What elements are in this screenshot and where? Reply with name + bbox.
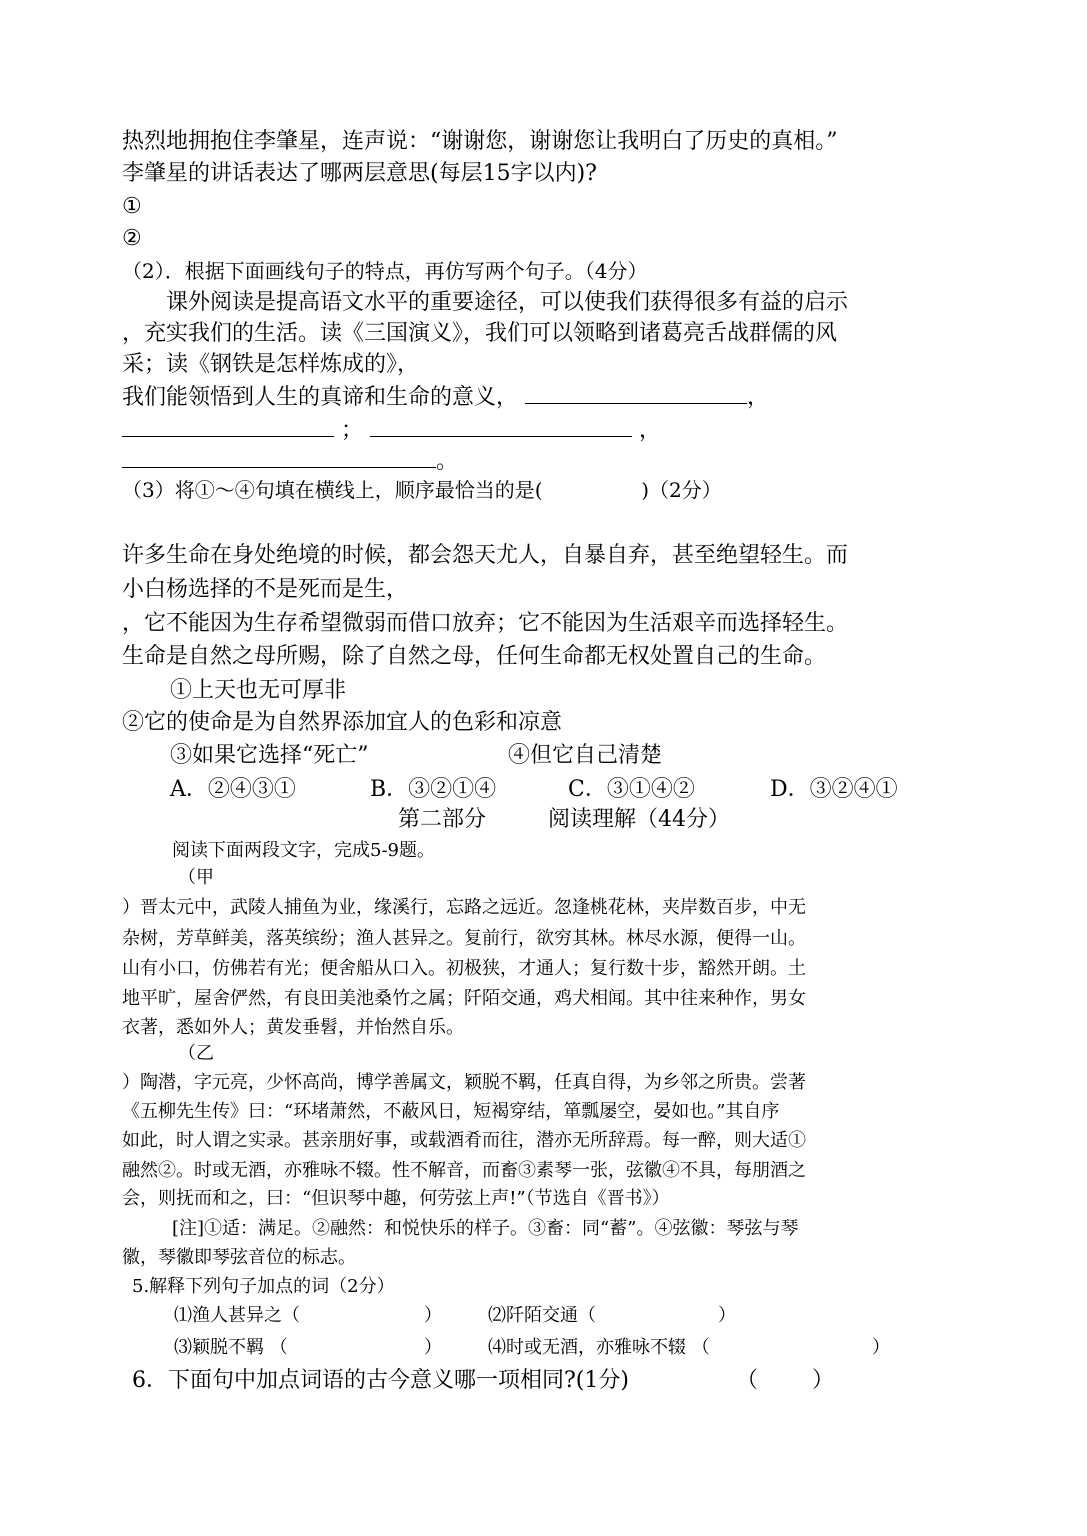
q5-item-3: ⑶颖脱不羁 （ — [174, 1337, 288, 1358]
passage-yi-label: （乙 — [178, 1043, 214, 1064]
q5-item-2-close: ） — [718, 1305, 736, 1326]
q2-title: （2）．根据下面画线句子的特点，再仿写两个句子。（4分） — [122, 259, 648, 283]
q3-title-end: )（2分） — [641, 478, 722, 502]
passage-yi-line-1: ）陶潜，字元亮，少怀高尚，博学善属文，颖脱不羁，任真自得，为乡邻之所贵。尝著 — [122, 1072, 806, 1093]
q3-option-b[interactable]: B．③②①④ — [370, 777, 497, 802]
q5-item-1-close: ） — [424, 1305, 442, 1326]
q2-para-1: 课外阅读是提高语文水平的重要途径，可以使我们获得很多有益的启示 — [166, 290, 849, 315]
q3-para-1: 许多生命在身处绝境的时候，都会怨天尤人，自暴自弃，甚至绝望轻生。而 — [122, 543, 849, 568]
q3-option-d[interactable]: D．③②④① — [770, 777, 898, 802]
q5-item-4-close: ） — [872, 1337, 890, 1358]
q3-para-4: 生命是自然之母所赐，除了自然之母，任何生命都无权处置自己的生命。 — [122, 644, 827, 669]
passage-yi-note-1: [注]①适：满足。②融然：和悦快乐的样子。③畜：同“蓄”。④弦徽：琴弦与琴 — [172, 1218, 799, 1239]
q1-answer-2: ② — [122, 226, 142, 251]
part2-heading-a: 第二部分 — [398, 807, 487, 832]
q2-para-2: ，充实我们的生活。读《三国演义》，我们可以领略到诸葛亮舌战群儒的风 — [122, 321, 838, 346]
passage-jia-line-2: 杂树，芳草鲜美，落英缤纷；渔人甚异之。复前行，欲穷其林。林尽水源，便得一山。 — [122, 928, 806, 949]
q2-para-4-text: 我们能领悟到人生的真谛和生命的意义， — [122, 385, 519, 410]
q2-final-row — [122, 449, 458, 473]
q3-sentence-2: ②它的使命是为自然界添加宜人的色彩和凉意 — [122, 710, 563, 735]
q3-para-2: 小白杨选择的不是死而是生， — [122, 577, 409, 602]
passage-yi-line-2: 《五柳先生传》曰：“环堵萧然，不蔽风日，短褐穿结，箪瓢屡空，晏如也。”其自序 — [122, 1101, 780, 1122]
q2-comma-2: ， — [639, 418, 662, 443]
q5-item-2: ⑵阡陌交通（ — [488, 1305, 596, 1326]
q3-sentence-3: ③如果它选择“死亡” — [170, 743, 369, 768]
q5-item-4: ⑷时或无酒，亦雅咏不辍 （ — [488, 1337, 710, 1358]
q1-line2: 李肇星的讲话表达了哪两层意思(每层15字以内)? — [122, 161, 597, 186]
part2-intro: 阅读下面两段文字，完成5-9题。 — [172, 840, 435, 861]
q3-option-a[interactable]: A．②④③① — [170, 777, 296, 802]
passage-yi-line-5: 会，则抚而和之，曰：“但识琴中趣，何劳弦上声!”（节选自《晋书》） — [122, 1188, 670, 1209]
q3-sentence-1: ①上天也无可厚非 — [170, 678, 347, 703]
q5-item-1: ⑴渔人甚异之（ — [174, 1305, 300, 1326]
q6-paren-open: （ — [736, 1368, 759, 1393]
q2-semicolon: ； — [341, 418, 364, 443]
q2-blank-2[interactable] — [122, 418, 334, 437]
q6-title: 6．下面句中加点词语的古今意义哪一项相同?(1分) — [132, 1368, 629, 1393]
q6-paren-close: ） — [812, 1368, 835, 1393]
q5-item-3-close: ） — [424, 1337, 442, 1358]
passage-yi-line-4: 融然②。时或无酒，亦雅咏不辍。性不解音，而畜③素琴一张，弦徽④不具，每朋酒之 — [122, 1160, 806, 1181]
q2-blank-4[interactable] — [122, 449, 436, 468]
part2-heading-b: 阅读理解（44分） — [548, 807, 730, 832]
q5-title: 5.解释下列句子加点的词（2分） — [132, 1276, 395, 1297]
passage-yi-note-2: 徽，琴徽即琴弦音位的标志。 — [122, 1247, 356, 1268]
q2-para-4 — [122, 385, 769, 409]
q3-sentence-4: ④但它自己清楚 — [508, 743, 663, 768]
q3-title-text: （3）将①～④句填在横线上，顺序最恰当的是( — [122, 478, 543, 502]
passage-jia-line-1: ）晋太元中，武陵人捕鱼为业，缘溪行，忘路之远近。忽逢桃花林，夹岸数百步，中无 — [122, 897, 806, 918]
passage-jia-line-3: 山有小口，仿佛若有光；便舍船从口入。初极狭，才通人；复行数十步，豁然开朗。土 — [122, 958, 806, 979]
passage-jia-label: （甲 — [178, 867, 214, 888]
q2-blank-3[interactable] — [370, 418, 632, 437]
q2-blank-1[interactable] — [525, 385, 747, 404]
q3-para-3: ，它不能因为生存希望微弱而借口放弃；它不能因为生活艰辛而选择轻生。 — [122, 611, 849, 636]
q2-comma: ， — [747, 385, 770, 410]
q2-blank-row — [122, 418, 661, 442]
q1-answer-1: ① — [122, 194, 142, 219]
q3-title — [122, 480, 722, 500]
q2-period: 。 — [436, 449, 459, 474]
passage-jia-line-4: 地平旷，屋舍俨然，有良田美池桑竹之属；阡陌交通，鸡犬相闻。其中往来种作，男女 — [122, 988, 806, 1009]
passage-jia-line-5: 衣著，悉如外人；黄发垂髫，并怡然自乐。 — [122, 1017, 464, 1038]
q2-para-3: 采；读《钢铁是怎样炼成的》， — [122, 352, 420, 377]
passage-yi-line-3: 如此，时人谓之实录。甚亲朋好事，或载酒肴而往，潜亦无所辞焉。每一醉，则大适① — [122, 1130, 806, 1151]
q3-option-c[interactable]: C．③①④② — [568, 777, 695, 802]
q1-line1: 热烈地拥抱住李肇星，连声说：“谢谢您，谢谢您让我明白了历史的真相。” — [122, 129, 838, 154]
